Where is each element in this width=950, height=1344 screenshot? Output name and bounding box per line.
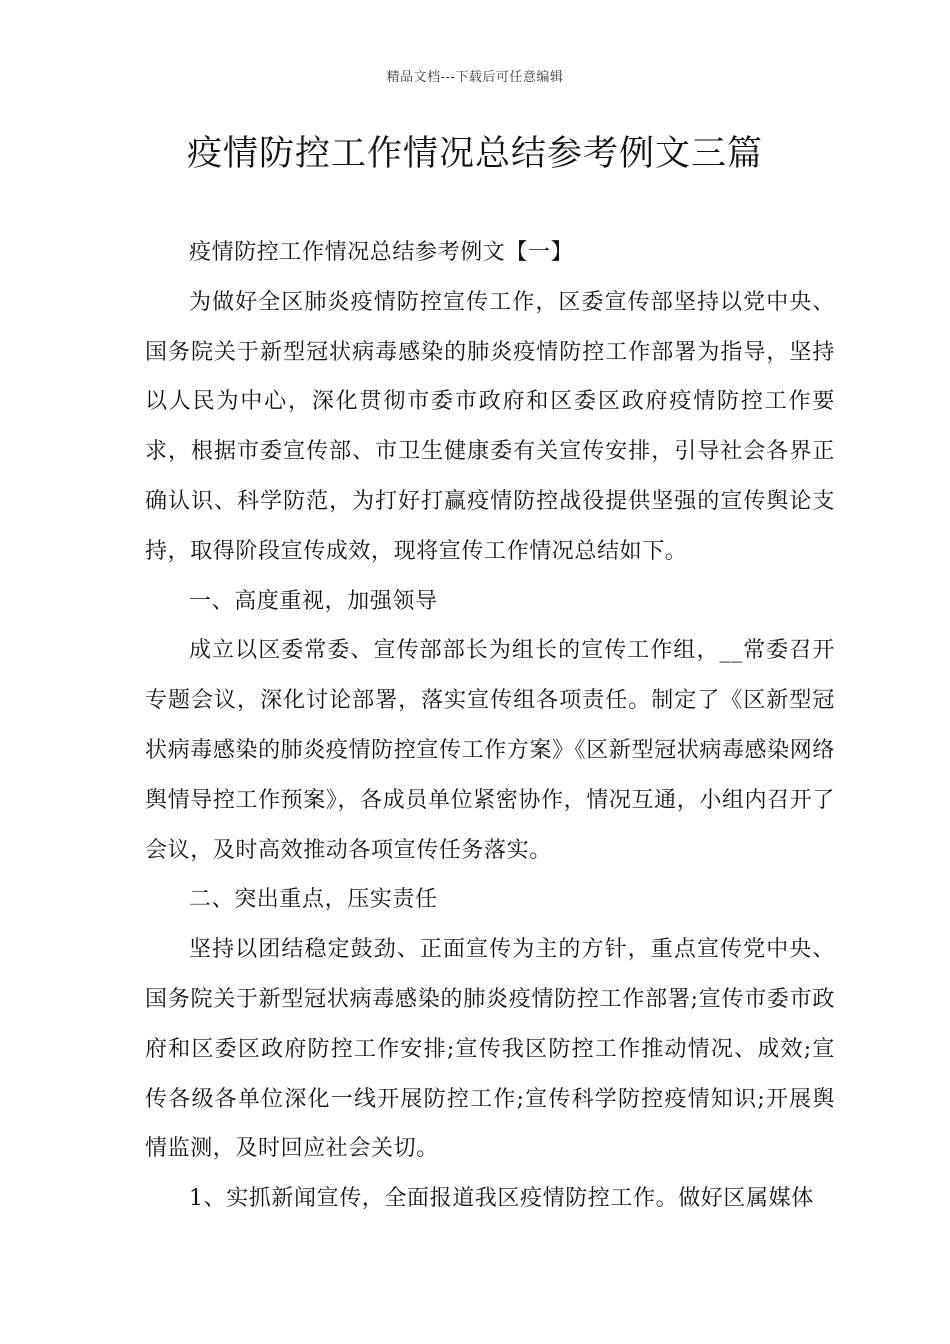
document-body: [145, 228, 835, 1224]
body-paragraph: 成立以区委常委、宣传部部长为组长的宣传工作组，__常委召开专题会议，深化讨论部署，落实宣传组各项责任。制定了《区新型冠状病毒感染的肺炎疫情防控宣传工作方案》《区新型冠状病毒感染网络舆情导控工作预案》，各成员单位紧密协作，情况互通，小组内召开了会议，及时高效推动各项宣传任务落实。: [145, 638, 835, 863]
section-heading: 二、突出重点，压实责任: [189, 887, 438, 913]
header-note: 精品文档---下载后可任意编辑: [386, 70, 564, 85]
document-title: 疫情防控工作情况总结参考例文三篇: [186, 134, 763, 174]
section-heading: 一、高度重视，加强领导: [189, 588, 438, 614]
body-paragraph: 坚持以团结稳定鼓劲、正面宣传为主的方针，重点宣传党中央、国务院关于新型冠状病毒感染的肺炎疫情防控工作部署;宣传市委市政府和区委区政府防控工作安排;宣传我区防控工作推动情况、成效;宣传各级各单位深化一线开展防控工作;宣传科学防控疫情知识;开展舆情监测，及时回应社会关切。: [145, 937, 835, 1162]
body-paragraph: 为做好全区肺炎疫情防控宣传工作，区委宣传部坚持以党中央、国务院关于新型冠状病毒感染的肺炎疫情防控工作部署为指导，坚持以人民为中心，深化贯彻市委市政府和区委区政府疫情防控工作要求，根据市委宣传部、市卫生健康委有关宣传安排，引导社会各界正确认识、科学防范，为打好打赢疫情防控战役提供坚强的宣传舆论支持，取得阶段宣传成效，现将宣传工作情况总结如下。: [145, 289, 835, 564]
body-paragraph: 1、实抓新闻宣传，全面报道我区疫情防控工作。做好区属媒体: [189, 1186, 814, 1212]
section-subtitle: 疫情防控工作情况总结参考例文【一】: [189, 240, 574, 265]
